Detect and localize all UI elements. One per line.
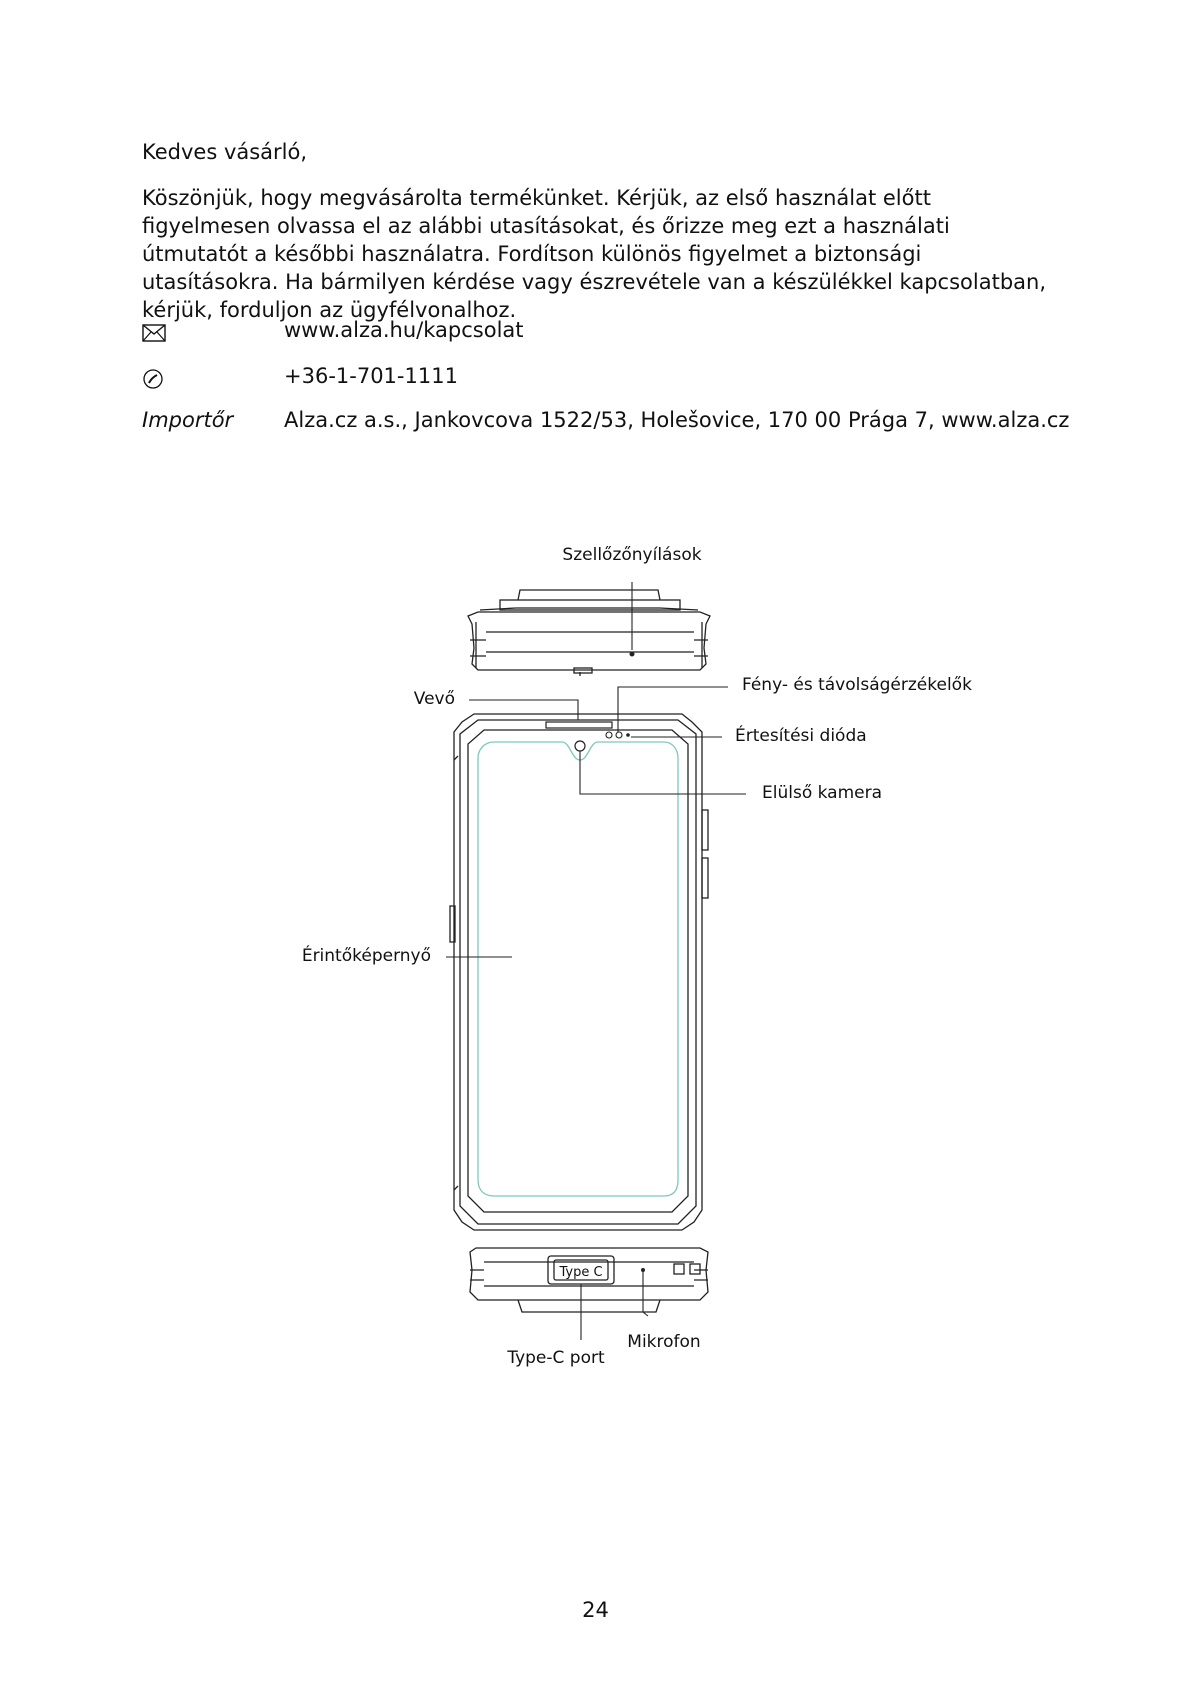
leader-receiver — [469, 700, 578, 720]
earpiece-grille — [546, 722, 612, 728]
label-microphone: Mikrofon — [627, 1332, 701, 1352]
sensor-dot — [606, 732, 612, 738]
sensor-dot — [616, 732, 622, 738]
importer-address: Alza.cz a.s., Jankovcova 1522/53, Holešovice, 170 00 Prága 7, www.alza.cz — [284, 408, 1070, 432]
phone-front-view — [450, 714, 708, 1230]
screen-outline — [478, 742, 678, 1196]
contact-phone[interactable]: +36-1-701-1111 — [284, 364, 458, 388]
leader-camera — [580, 751, 746, 794]
vent-hole — [630, 652, 635, 657]
label-usb-port: Type-C port — [507, 1348, 605, 1368]
contact-web[interactable]: www.alza.hu/kapcsolat — [284, 318, 524, 342]
intro-paragraph: Köszönjük, hogy megvásárolta termékünket. Kérjük, az első használat előtt figyelmesen olvassa el az alábbi utasításokat, és őrizze meg ezt a használati útmutatót a későbbi használatra. Fordítson különös figyelmet a biztonsági utasításokra. Ha bármilyen kérdése vagy észrevétele van a készülékkel kapcsolatban, kérjük, forduljon az ügyfélvonalhoz. — [142, 186, 1047, 322]
greeting: Kedves vásárló, — [142, 140, 308, 164]
phone-top-view — [468, 590, 710, 676]
led-dot — [626, 733, 630, 737]
label-receiver: Vevő — [413, 689, 455, 709]
front-camera-lens — [575, 741, 585, 751]
microphone-hole — [641, 1268, 645, 1272]
label-vents: Szellőzőnyílások — [562, 545, 702, 565]
label-notification-led: Értesítési dióda — [735, 726, 867, 746]
type-c-marking: Type C — [559, 1265, 603, 1280]
phone-bottom-view — [470, 1248, 708, 1312]
importer-label: Importőr — [142, 408, 234, 432]
label-front-camera: Elülső kamera — [762, 783, 883, 803]
label-touchscreen: Érintőképernyő — [301, 946, 431, 966]
leader-microphone — [643, 1272, 648, 1316]
label-sensors: Fény- és távolságérzékelők — [742, 675, 972, 695]
page-number: 24 — [582, 1598, 609, 1622]
leader-sensors — [618, 687, 728, 732]
